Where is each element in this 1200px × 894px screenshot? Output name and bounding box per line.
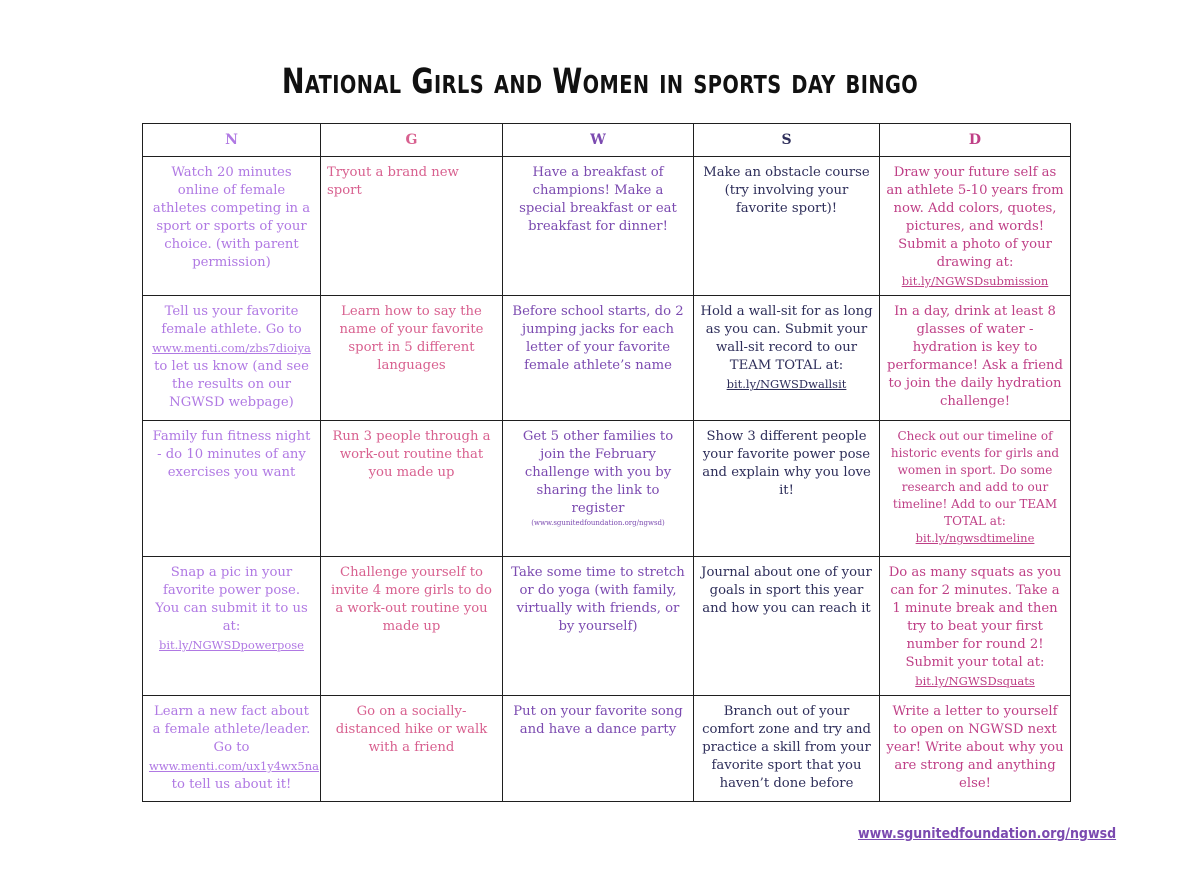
bingo-cell — [321, 296, 503, 421]
register-link[interactable]: (www.sgunitedfoundation.org/ngwsd) — [531, 519, 665, 527]
bingo-cell — [880, 296, 1071, 421]
cell-text: Hold a wall-sit for as long as you can. Submit your wall-sit record to our TEAM TOTAL at: — [700, 304, 873, 373]
column-header-g: G — [321, 124, 503, 157]
menti-link[interactable]: www.menti.com/ux1y4wx5na — [149, 759, 319, 773]
column-header-n: N — [143, 124, 321, 157]
table-row — [143, 557, 1071, 696]
footer-link[interactable]: www.sgunitedfoundation.org/ngwsd — [858, 826, 1117, 842]
bingo-cell — [143, 421, 321, 557]
cell-text: Tell us your favorite female athlete. Go to — [161, 304, 302, 337]
cell-text: Take some time to stretch or do yoga (with family, virtually with friends, or by yourself) — [511, 565, 685, 634]
cell-text: Show 3 different people your favorite power pose and explain why you love it! — [702, 429, 871, 498]
bingo-cell — [694, 296, 880, 421]
cell-text: Watch 20 minutes online of female athletes competing in a sport or sports of your choice. (with parent permission) — [152, 165, 311, 270]
timeline-link[interactable]: bit.ly/ngwsdtimeline — [915, 531, 1035, 545]
bingo-cell — [321, 421, 503, 557]
bingo-cell — [694, 157, 880, 296]
cell-text: Go on a socially-distanced hike or walk with a friend — [335, 704, 488, 755]
cell-text: Learn a new fact about a female athlete/leader. Go to — [152, 704, 311, 755]
bingo-cell — [503, 557, 694, 696]
bingo-cell — [880, 696, 1071, 802]
cell-text: Family fun fitness night - do 10 minutes of any exercises you want — [152, 429, 311, 480]
cell-text-after: to tell us about it! — [171, 777, 292, 792]
cell-text: Journal about one of your goals in sport this year and how you can reach it — [701, 565, 872, 616]
bingo-cell — [143, 696, 321, 802]
bingo-grid — [142, 123, 1071, 802]
bingo-cell — [143, 157, 321, 296]
bingo-cell — [503, 296, 694, 421]
bingo-cell — [503, 421, 694, 557]
bingo-cell — [880, 157, 1071, 296]
cell-text: Do as many squats as you can for 2 minutes. Take a 1 minute break and then try to beat your first number for round 2! Submit your total at: — [888, 565, 1062, 670]
cell-text: Have a breakfast of champions! Make a special breakfast or eat breakfast for dinner! — [519, 165, 677, 234]
submission-link[interactable]: bit.ly/NGWSDsubmission — [901, 274, 1049, 288]
squats-link[interactable]: bit.ly/NGWSDsquats — [915, 674, 1035, 688]
cell-text: Challenge yourself to invite 4 more girls to do a work-out routine you made up — [331, 565, 492, 634]
cell-text: Branch out of your comfort zone and try and practice a skill from your favorite sport that you haven’t done before — [702, 704, 871, 791]
table-row — [143, 696, 1071, 802]
bingo-cell — [694, 557, 880, 696]
wallsit-link[interactable]: bit.ly/NGWSDwallsit — [726, 377, 847, 391]
cell-text: Run 3 people through a work-out routine that you made up — [332, 429, 491, 480]
powerpose-link[interactable]: bit.ly/NGWSDpowerpose — [159, 638, 304, 652]
column-header-w: W — [503, 124, 694, 157]
bingo-cell — [143, 557, 321, 696]
cell-text: Tryout a brand new sport — [327, 165, 459, 198]
bingo-cell — [321, 557, 503, 696]
cell-text: Draw your future self as an athlete 5-10 years from now. Add colors, quotes, pictures, and words! Submit a photo of your drawing at: — [886, 165, 1064, 270]
column-header-d: D — [880, 124, 1071, 157]
table-row — [143, 296, 1071, 421]
bingo-cell — [321, 157, 503, 296]
bingo-cell — [694, 696, 880, 802]
cell-text: Get 5 other families to join the February challenge with you by sharing the link to register — [522, 429, 674, 516]
cell-text: Learn how to say the name of your favorite sport in 5 different languages — [339, 304, 484, 373]
cell-text: Check out our timeline of historic events for girls and women in sport. Do some research and add to our timeline! Add to our TEAM TOTAL at: — [890, 429, 1060, 528]
cell-text: Before school starts, do 2 jumping jacks for each letter of your favorite female athlete’s name — [512, 304, 684, 373]
bingo-cell — [321, 696, 503, 802]
cell-text-after: to let us know (and see the results on our NGWSD webpage) — [154, 359, 309, 410]
bingo-cell — [143, 296, 321, 421]
table-row — [143, 157, 1071, 296]
header-row — [143, 124, 1071, 157]
menti-link[interactable]: www.menti.com/zbs7dioiya — [152, 341, 311, 355]
cell-text: Make an obstacle course (try involving your favorite sport)! — [703, 165, 870, 216]
column-header-s: S — [694, 124, 880, 157]
page-title: National Girls and Women in sports day bingo — [281, 62, 919, 102]
table-row — [143, 421, 1071, 557]
bingo-cell — [503, 696, 694, 802]
cell-text: Put on your favorite song and have a dance party — [513, 704, 683, 737]
bingo-cell — [880, 557, 1071, 696]
cell-text: Write a letter to yourself to open on NGWSD next year! Write about why you are strong and anything else! — [886, 704, 1064, 791]
bingo-cell — [880, 421, 1071, 557]
cell-text: In a day, drink at least 8 glasses of water - hydration is key to performance! Ask a friend to join the daily hydration challenge! — [887, 304, 1063, 409]
bingo-cell — [503, 157, 694, 296]
cell-text: Snap a pic in your favorite power pose. You can submit it to us at: — [155, 565, 308, 634]
bingo-cell — [694, 421, 880, 557]
